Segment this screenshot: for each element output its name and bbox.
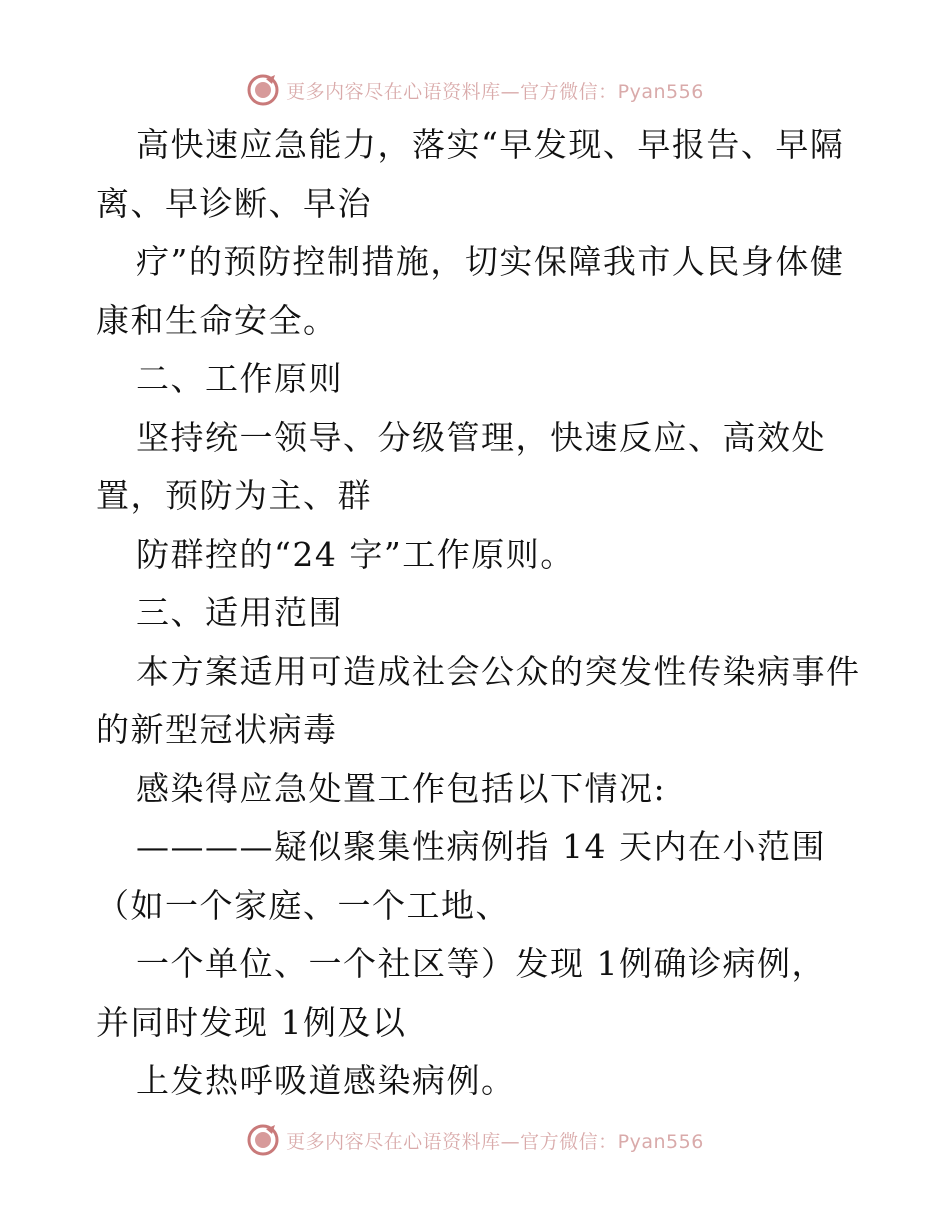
text-line: 康和生命安全。 xyxy=(96,300,338,340)
watermark-text: 更多内容尽在心语资料库—官方微信：Pyan556 xyxy=(286,1130,704,1153)
text-line: 并同时发现 1例及以 xyxy=(96,1002,407,1042)
document-body xyxy=(96,116,861,1111)
text-line: 本方案适用可造成社会公众的突发性传染病事件 xyxy=(136,651,861,691)
text-line: 高快速应急能力，落实“早发现、早报告、早隔 xyxy=(136,125,845,164)
text-line: 一个单位、一个社区等）发现 1例确诊病例， xyxy=(136,944,826,983)
text-line: 坚持统一领导、分级管理，快速反应、高效处 xyxy=(136,417,826,457)
text-line: 三、适用范围 xyxy=(136,593,343,632)
text-line: 的新型冠状病毒 xyxy=(96,710,338,749)
text-line: 防群控的“24 字”工作原则。 xyxy=(136,534,575,574)
watermark-logo-icon xyxy=(246,73,280,107)
text-line: （如一个家庭、一个工地、 xyxy=(96,885,510,925)
watermark-text: 更多内容尽在心语资料库—官方微信：Pyan556 xyxy=(286,80,704,103)
text-line: 二、工作原则 xyxy=(136,359,343,398)
text-line: 感染得应急处置工作包括以下情况: xyxy=(136,768,667,808)
text-line: 疗”的预防控制措施，切实保障我市人民身体健 xyxy=(136,242,845,281)
text-line: ————疑似聚集性病例指 14 天内在小范围 xyxy=(136,827,826,866)
watermark-logo-icon xyxy=(246,1123,280,1157)
text-line: 上发热呼吸道感染病例。 xyxy=(136,1061,516,1100)
text-line: 置，预防为主、群 xyxy=(96,476,372,515)
footer-watermark xyxy=(0,1120,950,1160)
header-watermark xyxy=(0,70,950,110)
text-line: 离、早诊断、早治 xyxy=(96,183,372,223)
